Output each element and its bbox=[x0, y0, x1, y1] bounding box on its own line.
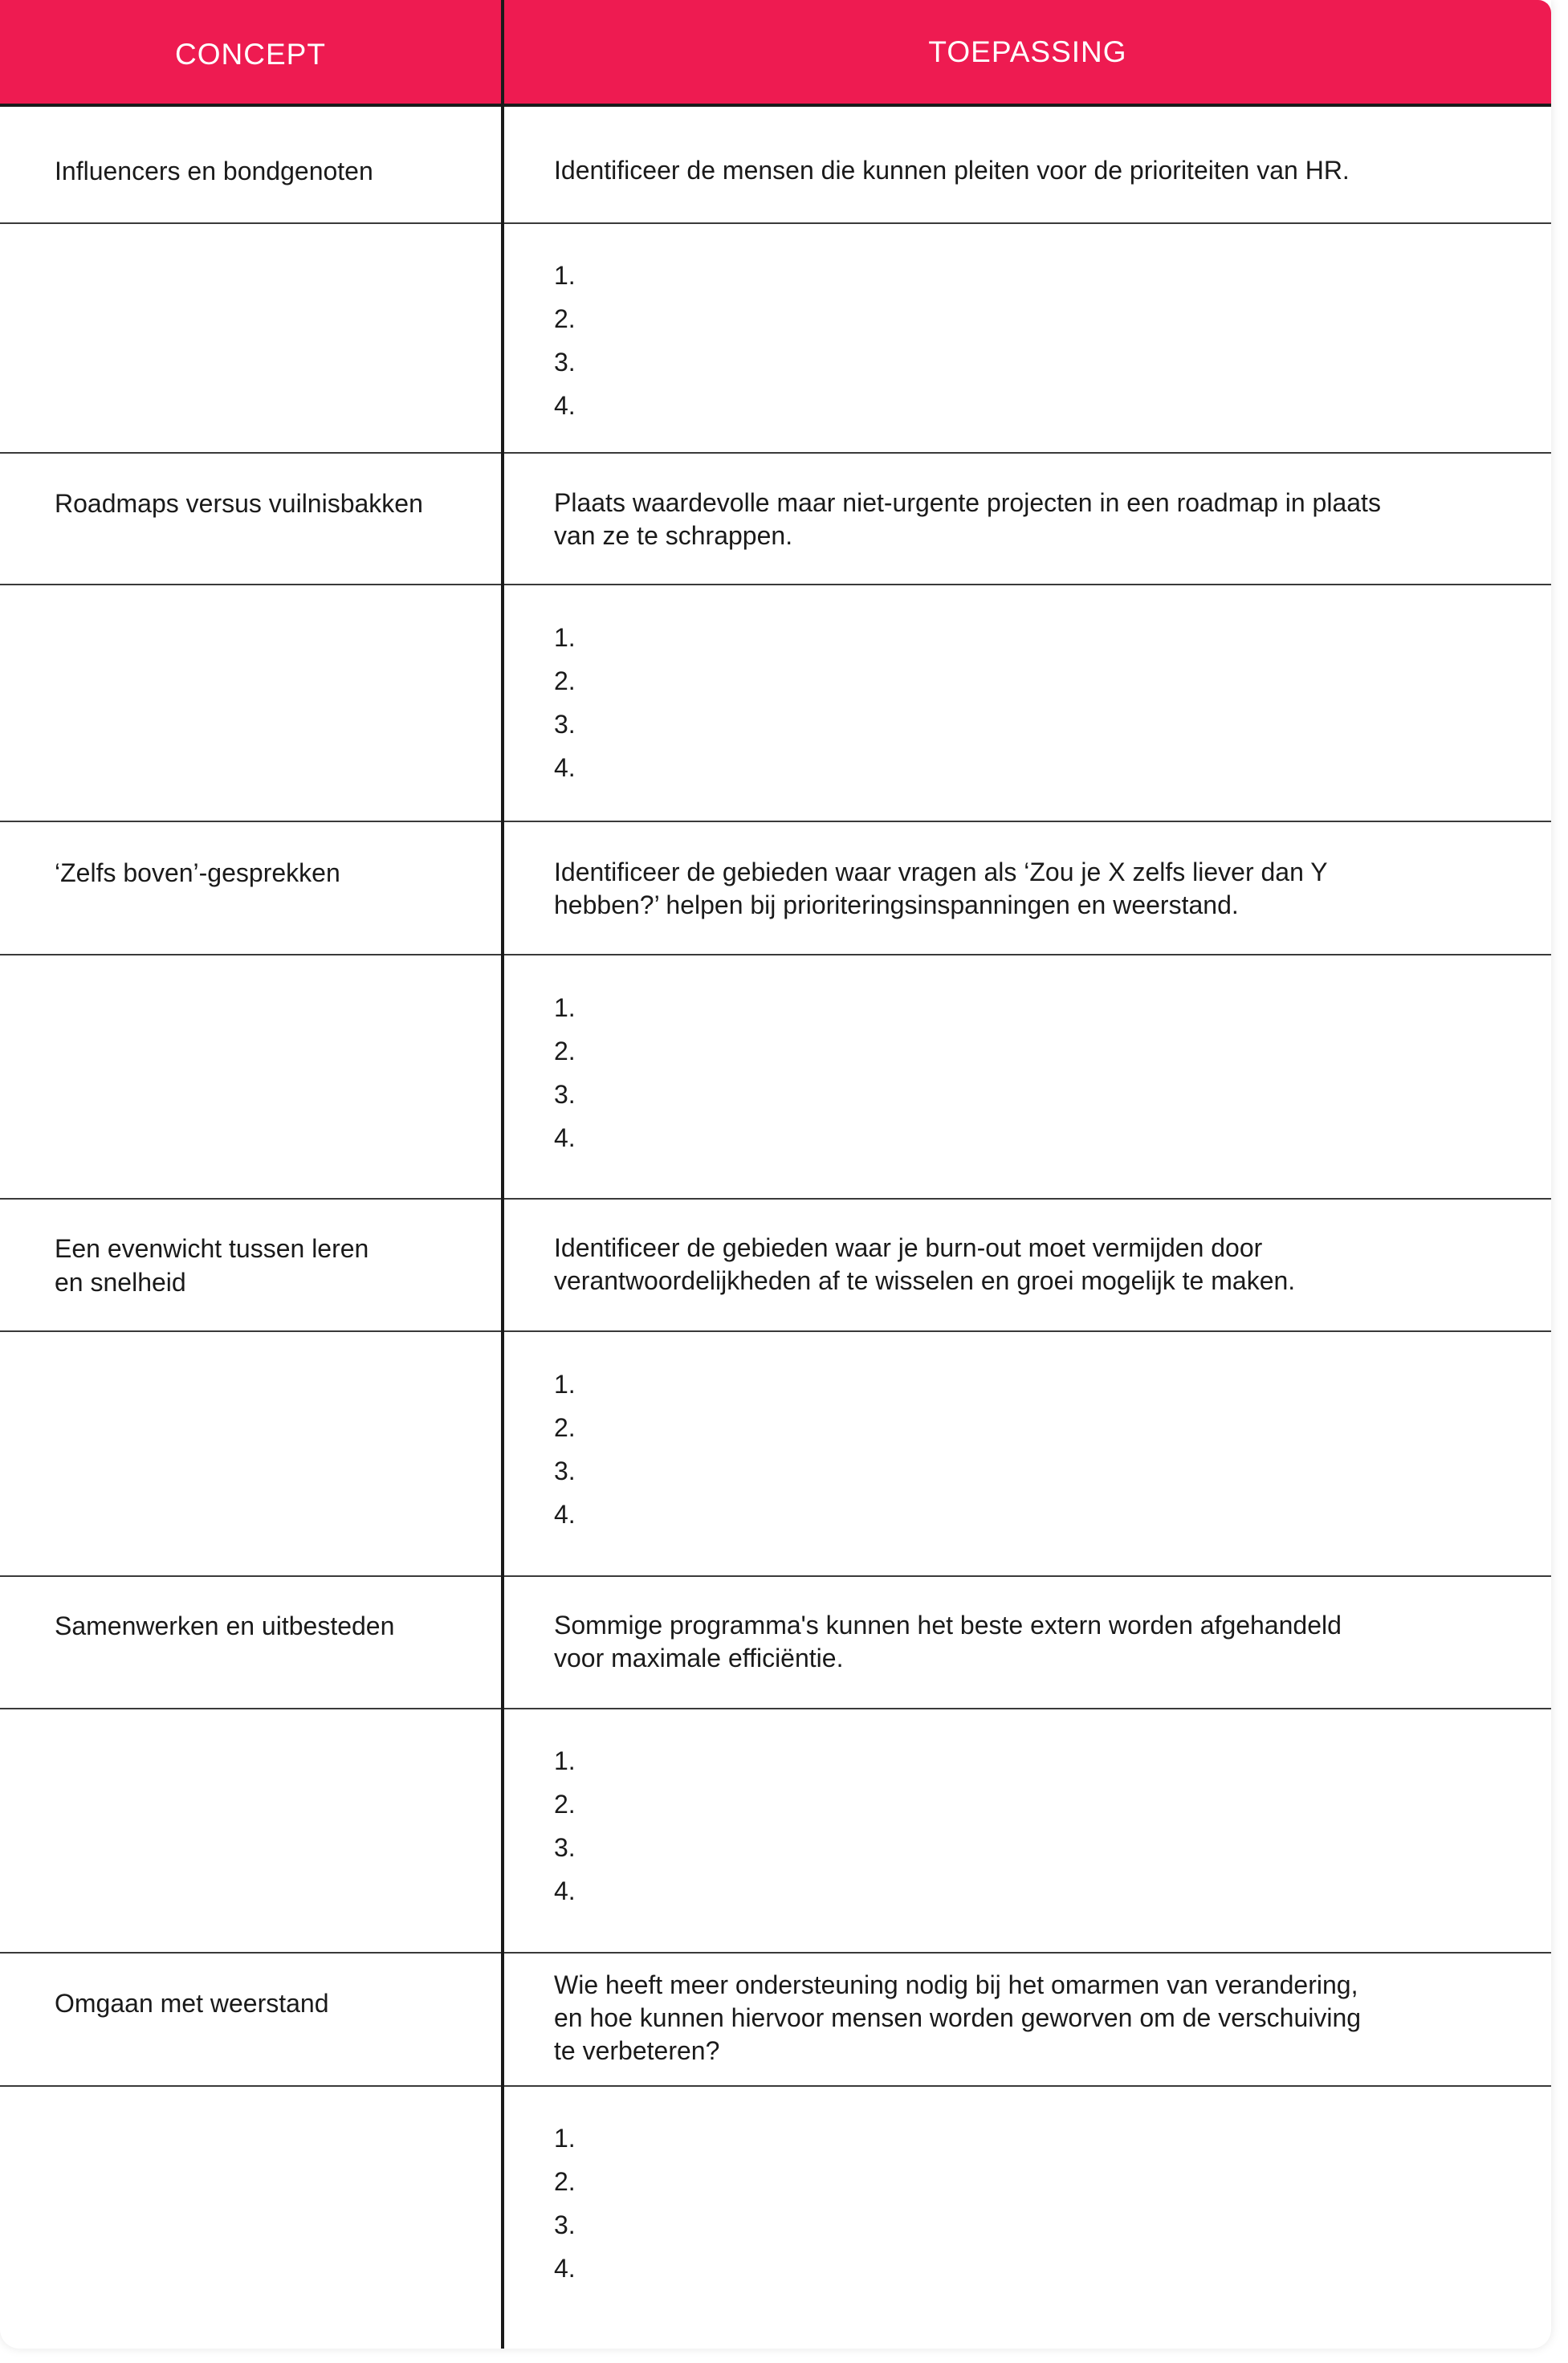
row-divider bbox=[0, 1198, 1551, 1200]
row-divider bbox=[0, 584, 1551, 585]
notes-list-zelfs-boven bbox=[554, 986, 576, 1159]
header-application: TOEPASSING bbox=[928, 35, 1127, 68]
row-divider bbox=[0, 2085, 1551, 2087]
concept-roadmaps: Roadmaps versus vuilnisbakken bbox=[55, 489, 423, 518]
list-item: 4. bbox=[554, 391, 576, 420]
notes-list-samenwerken bbox=[554, 1739, 576, 1913]
row-divider bbox=[0, 821, 1551, 822]
list-item: 4. bbox=[554, 1500, 576, 1529]
row-divider bbox=[0, 1330, 1551, 1332]
row-divider bbox=[0, 452, 1551, 454]
list-item: 4. bbox=[554, 753, 576, 782]
notes-list-influencers bbox=[554, 254, 576, 427]
list-item: 1. bbox=[554, 1370, 576, 1399]
list-item: 3. bbox=[554, 710, 576, 739]
application-weerstand: Wie heeft meer ondersteuning nodig bij het omarmen van verandering, en hoe kunnen hiervoor mensen worden geworven om de verschuiving te verbeteren? bbox=[554, 1970, 1362, 2065]
list-item: 3. bbox=[554, 1080, 576, 1109]
application-zelfs-boven: Identificeer de gebieden waar vragen als ‘Zou je X zelfs liever dan Y hebben?’ helpen bij prioriteringsinspanningen en weerstand. bbox=[554, 858, 1328, 919]
list-item: 3. bbox=[554, 1457, 576, 1485]
list-item: 3. bbox=[554, 348, 576, 377]
list-item: 1. bbox=[554, 993, 576, 1022]
list-item: 4. bbox=[554, 1123, 576, 1152]
application-influencers: Identificeer de mensen die kunnen pleiten voor de prioriteiten van HR. bbox=[554, 156, 1350, 185]
concept-samenwerken: Samenwerken en uitbesteden bbox=[55, 1611, 395, 1640]
list-item: 1. bbox=[554, 261, 576, 290]
concept-evenwicht: Een evenwicht tussen leren en snelheid bbox=[55, 1234, 369, 1297]
list-item: 4. bbox=[554, 2254, 576, 2283]
list-item: 4. bbox=[554, 1876, 576, 1905]
table-header bbox=[0, 0, 1551, 107]
list-item: 2. bbox=[554, 1413, 576, 1442]
row-divider bbox=[0, 222, 1551, 224]
concept-zelfs-boven: ‘Zelfs boven’-gesprekken bbox=[55, 858, 340, 887]
list-item: 1. bbox=[554, 2124, 576, 2153]
list-item: 2. bbox=[554, 304, 576, 333]
application-roadmaps: Plaats waardevolle maar niet-urgente projecten in een roadmap in plaats van ze te schrappen. bbox=[554, 488, 1381, 550]
notes-list-weerstand bbox=[554, 2117, 576, 2290]
concept-influencers: Influencers en bondgenoten bbox=[55, 157, 373, 185]
header-concept: CONCEPT bbox=[175, 37, 326, 71]
notes-list-roadmaps bbox=[554, 616, 576, 789]
list-item: 1. bbox=[554, 1746, 576, 1775]
application-evenwicht: Identificeer de gebieden waar je burn-out moet vermijden door verantwoordelijkheden af te wisselen en groei mogelijk te maken. bbox=[554, 1233, 1296, 1295]
row-divider bbox=[0, 1575, 1551, 1577]
notes-list-evenwicht bbox=[554, 1363, 576, 1536]
list-item: 2. bbox=[554, 666, 576, 695]
list-item: 1. bbox=[554, 623, 576, 652]
row-divider bbox=[0, 1952, 1551, 1954]
concept-weerstand: Omgaan met weerstand bbox=[55, 1989, 329, 2018]
row-divider bbox=[0, 954, 1551, 955]
list-item: 2. bbox=[554, 1037, 576, 1065]
list-item: 3. bbox=[554, 1833, 576, 1862]
column-divider bbox=[501, 0, 504, 2349]
list-item: 2. bbox=[554, 2167, 576, 2196]
list-item: 2. bbox=[554, 1790, 576, 1819]
application-samenwerken: Sommige programma's kunnen het beste extern worden afgehandeld voor maximale efficiëntie. bbox=[554, 1611, 1342, 1672]
row-divider bbox=[0, 1708, 1551, 1709]
list-item: 3. bbox=[554, 2210, 576, 2239]
